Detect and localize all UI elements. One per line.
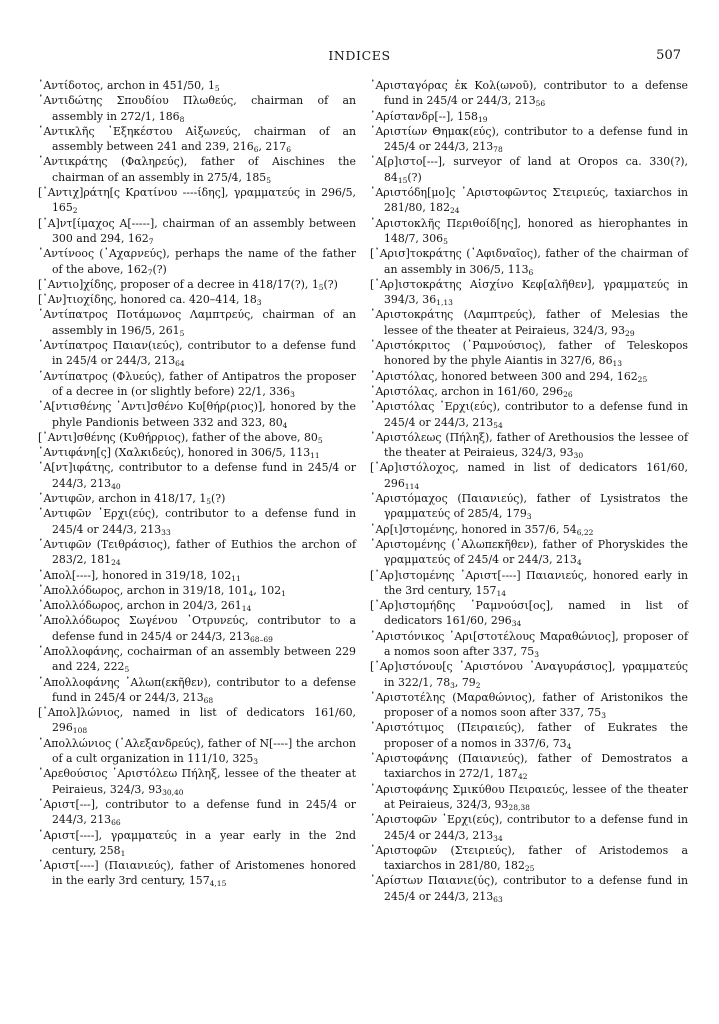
entry-text: [᾿Αντιο]χίδης, proposer of a decree in 418/17(?), 1 — [38, 277, 319, 291]
index-entry — [370, 720, 688, 751]
entry-text: [᾿Αντι]σθένης (Κυθήρριος), father of the above, 80 — [38, 430, 318, 444]
entry-text: ᾿Απολλόδωρος Σωγένου ᾿Οτρυνεύς, contributor to a defense fund in 245/4 or 244/3, 213 — [38, 614, 356, 643]
entry-text: ᾿Αριστόνικος ᾿Αρι[στοτέλους Μαραθώνιος], proposer of a nomos soon after 337, 75 — [370, 629, 688, 658]
entry-line-ref: 4 — [248, 588, 254, 598]
entry-line-ref: 56 — [535, 99, 546, 109]
entry-line-ref: 8 — [179, 114, 185, 124]
index-entry — [38, 154, 356, 185]
entry-text: ᾿Απολλοφάνης ᾿Αλωπ(εκῆθεν), contributor to a defense fund in 245/4 or 244/3, 213 — [38, 675, 356, 704]
entry-line-ref: 24 — [450, 206, 460, 216]
entry-text-continued: (?) — [211, 492, 226, 506]
index-entry — [370, 246, 688, 277]
entry-line-ref: 54 — [493, 420, 503, 430]
entry-line-ref: 1,13 — [436, 298, 453, 308]
entry-line-ref: 64 — [175, 359, 185, 369]
index-entry — [38, 460, 356, 491]
entry-line-ref: 3 — [534, 649, 540, 659]
page-number: 507 — [656, 48, 681, 63]
entry-line-ref: 3 — [290, 389, 295, 399]
entry-line-ref: 6 — [253, 145, 259, 155]
index-entry — [38, 506, 356, 537]
entry-line-ref: 2 — [72, 206, 78, 216]
entry-line-ref: 30 — [573, 451, 584, 461]
index-entry — [370, 399, 688, 430]
entry-text: [᾿Αρ]ιστομένης ᾿Αριστ[----] Παιανιεύς, honored early in the 3rd century, 157 — [370, 568, 688, 597]
index-entry — [38, 292, 356, 307]
index-entry — [370, 124, 688, 155]
entry-text: ᾿Α[ντ]ιφάτης, contributor to a defense fund in 245/4 or 244/3, 213 — [38, 461, 356, 490]
index-entry — [38, 246, 356, 277]
entry-text: ᾿Αριστοκράτης (Λαμπτρεύς), father of Melesias the lessee of the theater at Peiraieus, 324/3, 93 — [370, 308, 688, 337]
index-entry — [38, 705, 356, 736]
entry-line-ref: 14 — [496, 588, 506, 598]
entry-text: [᾿Αρ]ιστοκράτης Αἰσχίνο Κεφ[αλῆθεν], γραμματεύς in 394/3, 36 — [370, 277, 688, 307]
entry-text: ᾿Απολλόδωρος, archon in 319/18, 101 — [38, 583, 249, 597]
entry-line-ref: 5 — [266, 175, 271, 185]
entry-text: ᾿Αντίπατρος Παιαν(ιεύς), contributor to a defense fund in 245/4 or 244/3, 213 — [38, 339, 356, 368]
entry-line-ref: 34 — [493, 833, 503, 843]
entry-text: [᾿Α]ντ[ίμαχος Α[-----], chairman of an assembly between 300 and 294, 162 — [38, 216, 356, 245]
entry-text: ᾿Αριστομένης (᾿Αλωπεκῆθεν), father of Phoryskides the γραμματεύς of 245/4 or 244/3, 213 — [370, 537, 688, 567]
entry-line-ref: 6,22 — [576, 527, 594, 537]
entry-text: ᾿Αντιφῶν (Τειθράσιος), father of Euthios the archon of 283/2, 181 — [38, 537, 356, 567]
entry-text: ᾿Αντίδοτος, archon in 451/50, 1 — [38, 79, 215, 92]
index-entry — [370, 568, 688, 599]
entry-line-ref: 68–69 — [250, 634, 273, 644]
entry-line-ref: 4,15 — [209, 879, 227, 889]
entry-line-ref: 5 — [443, 236, 448, 246]
entry-text: ᾿Αριστοτέλης (Μαραθώνιος), father of Aristonikos the proposer of a nomos soon after 337, 75 — [370, 690, 688, 720]
entry-line-ref: 3 — [601, 711, 607, 721]
index-entry — [38, 613, 356, 644]
entry-text: ᾿Απολ[----], honored in 319/18, 102 — [38, 568, 232, 582]
entry-text: ᾿Αντιφῶν ᾿Ερχι(εύς), contributor to a defense fund in 245/4 or 244/3, 213 — [38, 507, 356, 536]
index-column-left — [38, 78, 356, 889]
index-entry — [38, 858, 356, 889]
index-entry — [370, 522, 688, 537]
index-entry — [370, 338, 688, 369]
entry-text: ᾿Αριστόμαχος (Παιανιεύς), father of Lysistratos the γραμματεύς of 285/4, 179 — [370, 492, 688, 521]
entry-line-ref: 3 — [450, 680, 455, 690]
entry-text: ᾿Απολλώνιος (᾿Αλεξανδρεύς), father of N[----] the archon of a cult organization in 111/10, 325 — [38, 736, 356, 766]
entry-text: ᾿Αρίστανδρ[--], 158 — [370, 109, 478, 123]
index-entry — [38, 568, 356, 583]
entry-text: ᾿Αντικλῆς ᾿Εξηκέστου Αἰξωνεύς, chairman of an assembly between 241 and 239, 216 — [38, 124, 356, 154]
index-entry — [38, 736, 356, 767]
entry-text: ᾿Α[ντισθένης ᾿Αντι]σθένο Κυ[θήρ(ριος)], honored by the phyle Pandionis between 332 and 323, 80 — [38, 400, 356, 429]
index-entry — [370, 782, 688, 813]
index-entry — [38, 338, 356, 369]
index-entry — [38, 277, 356, 292]
entry-text: ᾿Αριστοφῶν (Στειριεύς), father of Aristodemos a taxiarchos in 281/80, 182 — [370, 843, 688, 873]
index-entry — [370, 460, 688, 491]
entry-text: [᾿Αρ]ιστόλοχος, named in list of dedicators 161/60, 296 — [370, 461, 688, 490]
entry-line-ref: 5 — [206, 497, 212, 507]
entry-line-ref: 1 — [281, 588, 286, 598]
entry-line-ref: 114 — [404, 481, 420, 491]
index-entry — [370, 629, 688, 660]
entry-text: ᾿Αντιφάνη[ς] (Χαλκιδεύς), honored in 306/5, 113 — [38, 446, 311, 460]
entry-text: [᾿Απολ]λώνιος, named in list of dedicators 161/60, 296 — [38, 706, 356, 735]
entry-text: ᾿Αριστόδη[μο]ς ᾿Αριστοφῶντος Στειριεύς, taxiarchos in 281/80, 182 — [370, 186, 688, 215]
entry-text: ᾿Αρεθούσιος ᾿Αριστόλεω Πήληξ, lessee of the theater at Peiraieus, 324/3, 93 — [38, 767, 356, 796]
entry-line-ref: 4 — [576, 558, 582, 568]
entry-line-ref: 66 — [111, 818, 121, 828]
entry-line-ref: 40 — [111, 481, 121, 491]
entry-text: ᾿Αριστ[----], γραμματεύς in a year early in the 2nd century, 258 — [38, 828, 356, 857]
entry-line-ref: 11 — [310, 451, 320, 461]
index-entry — [38, 445, 356, 460]
index-entry — [38, 216, 356, 247]
entry-text: ᾿Αριστόλας, archon in 161/60, 296 — [370, 384, 564, 398]
entry-line-ref: 1 — [120, 848, 126, 858]
entry-text-continued: , 79 — [454, 675, 476, 689]
entry-text: ᾿Αριστόκριτος (῾Ραμνούσιος), father of Teleskopos honored by the phyle Aiantis in 327/6, 86 — [370, 339, 688, 368]
entry-text-continued: , 217 — [258, 140, 287, 154]
entry-line-ref: 26 — [563, 389, 573, 399]
index-entry — [370, 216, 688, 247]
entry-text: ᾿Αριστοφάνης (Παιανιεύς), father of Demostratos a taxiarchos in 272/1, 187 — [370, 752, 688, 781]
index-entry — [370, 307, 688, 338]
entry-text: ᾿Αρ[ι]στομένης, honored in 357/6, 54 — [370, 522, 577, 536]
index-entry — [38, 185, 356, 216]
index-entry — [370, 277, 688, 308]
entry-text: ᾿Απολλόδωρος, archon in 204/3, 261 — [38, 599, 242, 613]
entry-line-ref: 34 — [511, 619, 522, 629]
index-entry — [370, 491, 688, 522]
index-entry — [38, 78, 356, 93]
index-entry — [38, 675, 356, 706]
index-entry — [38, 828, 356, 859]
entry-line-ref: 14 — [241, 604, 252, 614]
entry-text: ᾿Απολλοφάνης, cochairman of an assembly between 229 and 224, 222 — [38, 644, 356, 674]
index-entry — [370, 690, 688, 721]
index-entry — [370, 873, 688, 904]
entry-line-ref: 15 — [397, 175, 408, 185]
index-entry — [370, 812, 688, 843]
index-entry — [370, 843, 688, 874]
index-entry — [370, 659, 688, 690]
index-entry — [370, 369, 688, 384]
index-entry — [38, 766, 356, 797]
entry-line-ref: 33 — [161, 527, 171, 537]
index-entry — [38, 93, 356, 124]
entry-line-ref: 6 — [528, 267, 534, 277]
entry-line-ref: 19 — [477, 114, 488, 124]
entry-line-ref: 28,38 — [508, 802, 530, 812]
page-header — [38, 48, 681, 68]
index-entry — [38, 491, 356, 506]
entry-text: [᾿Αν]τιοχίδης, honored ca. 420–414, 18 — [38, 293, 257, 307]
entry-line-ref: 24 — [111, 558, 121, 568]
entry-text: ᾿Αριστοφῶν ᾿Ερχι(εύς), contributor to a defense fund in 245/4 or 244/3, 213 — [370, 813, 688, 842]
entry-text: ᾿Αρισταγόρας ἐκ Κολ(ωνοῦ), contributor to a defense fund in 245/4 or 244/3, 213 — [370, 79, 688, 108]
running-title: INDICES — [328, 48, 391, 63]
entry-text: [᾿Αρισ]τοκράτης (᾿Αφιδναῖος), father of the chairman of an assembly in 306/5, 113 — [370, 247, 688, 276]
index-entry — [38, 430, 356, 445]
index-entry — [370, 185, 688, 216]
entry-line-ref: 3 — [256, 298, 262, 308]
entry-line-ref: 5 — [317, 435, 323, 445]
entry-line-ref: 25 — [637, 374, 648, 384]
entry-text: ᾿Αντίπατρος (Φλυεύς), father of Antipatros the proposer of a decree in (or slightly before) 22/1, 336 — [38, 369, 356, 398]
entry-text: ᾿Αρίστων Παιανιε(ύς), contributor to a defense fund in 245/4 or 244/3, 213 — [370, 874, 688, 903]
entry-text: ᾿Αριστόλας, honored between 300 and 294, 162 — [370, 369, 638, 383]
entry-line-ref: 4 — [282, 420, 288, 430]
index-column-right — [370, 78, 688, 904]
index-entry — [38, 399, 356, 430]
index-entry — [370, 537, 688, 568]
entry-line-ref: 3 — [253, 757, 259, 767]
entry-line-ref: 78 — [493, 145, 503, 155]
entry-line-ref: 5 — [124, 665, 130, 675]
entry-text: ᾿Αριστ[----] (Παιανιεύς), father of Aristomenes honored in the early 3rd century, 157 — [38, 859, 356, 888]
entry-text: ᾿Αριστόλεως (Πήληξ), father of Arethousios the lessee of the theater at Peiraieus, 324/3, 93 — [370, 430, 688, 460]
index-entry — [370, 384, 688, 399]
entry-line-ref: 29 — [625, 328, 635, 338]
entry-text: ᾿Αντιφῶν, archon in 418/17, 1 — [38, 492, 207, 506]
entry-line-ref: 30,40 — [162, 787, 184, 797]
index-entry — [38, 537, 356, 568]
entry-text: ᾿Αντίνοος (᾿Αχαρνεύς), perhaps the name of the father of the above, 162 — [38, 247, 356, 276]
index-entry — [38, 598, 356, 613]
entry-text-continued: (?) — [407, 170, 422, 184]
entry-line-ref: 4 — [566, 741, 572, 751]
index-entry — [38, 369, 356, 400]
entry-text: [᾿Αρ]ιστομήδης ῾Ραμνούσι[ος], named in list of dedicators 161/60, 296 — [370, 599, 688, 628]
index-entry — [370, 109, 688, 124]
entry-text-continued: (?) — [323, 277, 338, 291]
entry-text: ᾿Α[ρ]ιστο[---], surveyor of land at Oropos ca. 330(?), 84 — [370, 155, 688, 184]
index-entry — [370, 154, 688, 185]
entry-line-ref: 7 — [147, 267, 153, 277]
entry-line-ref: 5 — [318, 282, 324, 292]
entry-line-ref: 11 — [231, 573, 241, 583]
entry-text: ᾿Αριστότιμος (Πειραιεύς), father of Eukrates the proposer of a nomos in 337/6, 73 — [370, 721, 688, 750]
entry-text-continued: , 102 — [253, 583, 282, 597]
entry-line-ref: 25 — [524, 864, 535, 874]
index-entry — [370, 751, 688, 782]
entry-line-ref: 3 — [526, 512, 532, 522]
entry-text: [᾿Αρ]ιστόνου[ς ᾿Αριστόνου ᾿Αναγυράσιος], γραμματεύς in 322/1, 78 — [370, 660, 688, 689]
entry-text: ᾿Αντικράτης (Φαληρεύς), father of Aischines the chairman of an assembly in 275/4, 185 — [38, 155, 356, 184]
entry-text: ᾿Αντιδώτης Σπουδίου Πλωθεύς, chairman of an assembly in 272/1, 186 — [38, 94, 356, 123]
entry-text: ᾿Αριστοκλῆς Περιθοίδ[ης], honored as hierophantes in 148/7, 306 — [370, 216, 688, 245]
entry-line-ref: 108 — [72, 726, 88, 736]
entry-text: ᾿Αριστ[---], contributor to a defense fund in 245/4 or 244/3, 213 — [38, 797, 356, 827]
entry-line-ref: 5 — [179, 328, 185, 338]
index-entry — [38, 797, 356, 828]
entry-line-ref: 7 — [148, 236, 154, 246]
entry-line-ref: 2 — [475, 680, 481, 690]
entry-line-ref: 42 — [517, 772, 528, 782]
entry-line-ref: 13 — [612, 359, 623, 369]
index-entry — [370, 78, 688, 109]
entry-text: ᾿Αριστίων Θημακ(εύς), contributor to a defense fund in 245/4 or 244/3, 213 — [370, 124, 688, 154]
entry-text: ᾿Αριστοφάνης Σμικύθου Πειραιεύς, lessee of the theater at Peiraieus, 324/3, 93 — [370, 782, 688, 811]
index-entry — [38, 124, 356, 155]
index-entry — [38, 644, 356, 675]
index-entry — [370, 598, 688, 629]
entry-line-ref: 68 — [203, 695, 214, 705]
entry-line-ref: 6 — [286, 145, 291, 155]
index-entry — [370, 430, 688, 461]
entry-text: ᾿Αριστόλας ᾿Ερχι(εύς), contributor to a defense fund in 245/4 or 244/3, 213 — [370, 400, 688, 429]
entry-line-ref: 5 — [214, 84, 220, 93]
entry-line-ref: 63 — [493, 894, 503, 904]
entry-text-continued: (?) — [152, 262, 167, 276]
entry-text: [᾿Αντιχ]ράτη[ς Κρατίνου ----ίδης], γραμματεύς in 296/5, 165 — [38, 186, 356, 215]
index-entry — [38, 583, 356, 598]
entry-text: ᾿Αντίπατρος Ποτάμωνος Λαμπτρεύς, chairman of an assembly in 196/5, 261 — [38, 308, 356, 337]
index-entry — [38, 307, 356, 338]
